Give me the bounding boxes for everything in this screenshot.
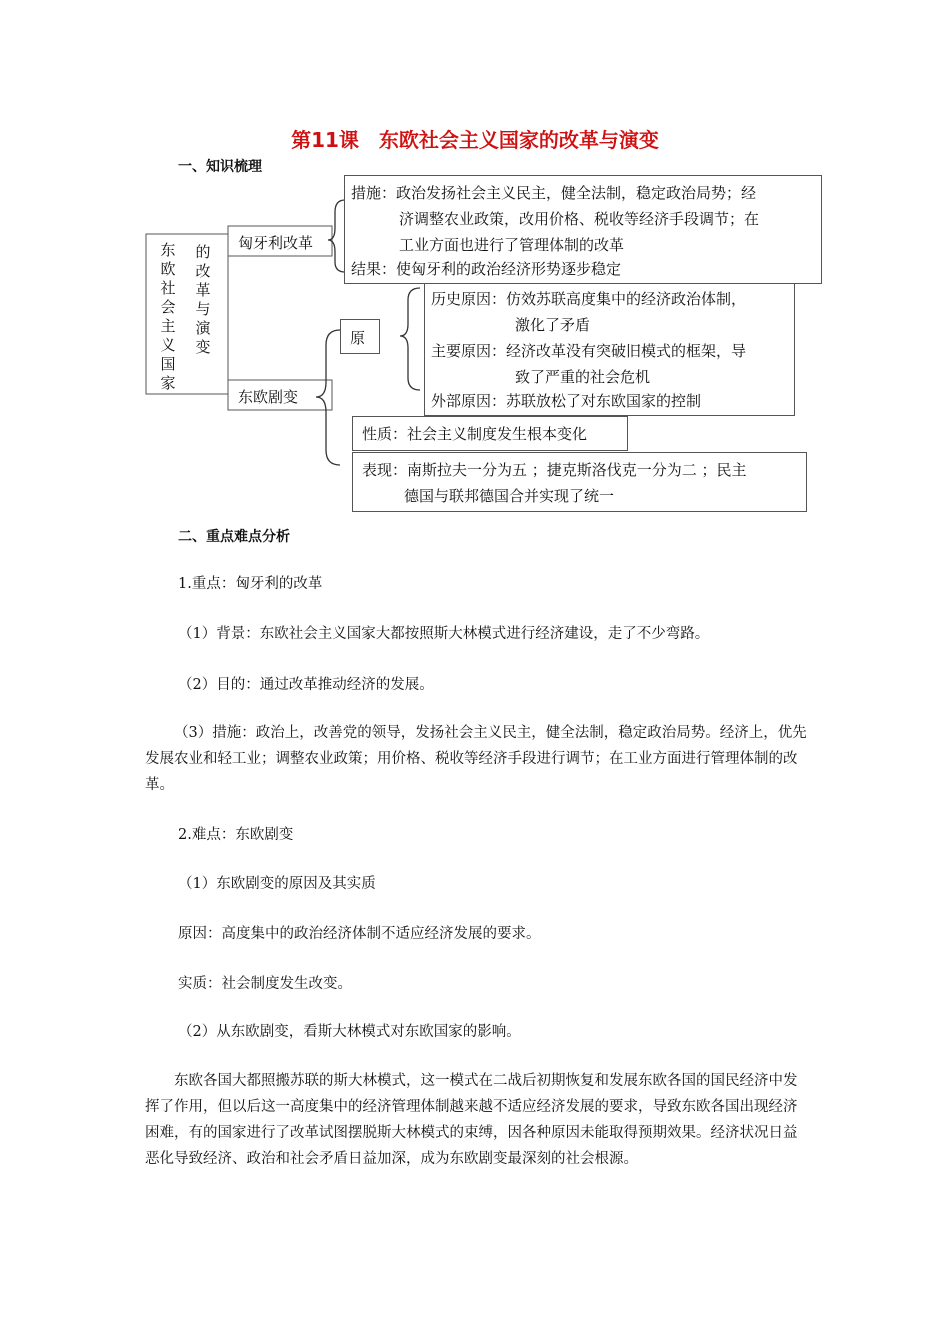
cause-detail-box (424, 283, 795, 416)
eastern-change-label: 东欧剧变 (238, 388, 299, 406)
question-1: （1）东欧剧变的原因及其实质 (178, 876, 376, 892)
reason-text: 原因：高度集中的政治经济体制不适应经济发展的要求。 (178, 926, 541, 942)
final-paragraph: 东欧各国大都照搬苏联的斯大林模式，这一模式在二战后初期恢复和发展东欧各国的国民经济中发挥了作用，但以后这一高度集中的经济管理体制越来越不适应经济发展的要求，导致东欧各国出现经济困难，有的国家进行了改革试图摆脱斯大林模式的束缚，因各种原因未能取得预期效果。经济状况日益恶化导致经济、政治和社会矛盾日益加深，成为东欧剧变最深刻的社会根源。 (145, 1073, 798, 1167)
hungary-measures-line1: 措施：政治发扬社会主义民主，健全法制，稳定政治局势；经 (351, 184, 757, 202)
section-knowledge-heading: 一、知识梳理 (178, 159, 262, 175)
cause-label-box (340, 319, 380, 354)
background-text: （1）背景：东欧社会主义国家大都按照斯大林模式进行经济建设，走了不少弯路。 (178, 626, 710, 642)
cause-label: 原 (350, 329, 366, 347)
section-analysis-heading: 二、重点难点分析 (178, 529, 290, 545)
page-title: 第11课 东欧社会主义国家的改革与演变 (291, 128, 659, 152)
hungary-measures-line3: 工业方面也进行了管理体制的改革 (399, 236, 625, 254)
cause-brace (400, 288, 420, 390)
hungary-result: 结果：使匈牙利的政治经济形势逐步稳定 (351, 260, 622, 278)
external-cause: 外部原因：苏联放松了对东欧国家的控制 (431, 392, 702, 410)
eastern-brace (316, 330, 340, 465)
root-col-1: 东欧社会主义国家 (160, 241, 176, 392)
historical-cause-line1: 历史原因：仿效苏联高度集中的经济政治体制， (431, 290, 747, 308)
essence-text: 实质：社会制度发生改变。 (178, 976, 352, 992)
manifestation-line2: 德国与联邦德国合并实现了统一 (404, 487, 615, 505)
key-point-1: 1.重点：匈牙利的改革 (178, 576, 323, 592)
main-cause-line2: 致了严重的社会危机 (515, 368, 651, 386)
measures-paragraph: （3）措施：政治上，改善党的领导，发扬社会主义民主，健全法制，稳定政治局势。经济上，优先发展农业和轻工业；调整农业政策；用价格、税收等经济手段进行调节；在工业方面进行管理体制的改革。 (145, 725, 807, 793)
manifestation-box (352, 452, 807, 512)
hungary-reform-label: 匈牙利改革 (238, 234, 314, 252)
question-2: （2）从东欧剧变，看斯大林模式对东欧国家的影响。 (178, 1024, 521, 1040)
nature-text: 性质：社会主义制度发生根本变化 (362, 425, 588, 443)
goal-text: （2）目的：通过改革推动经济的发展。 (178, 677, 434, 693)
key-point-2: 2.难点：东欧剧变 (178, 827, 294, 843)
historical-cause-line2: 激化了矛盾 (515, 316, 591, 334)
nature-box (352, 416, 628, 451)
hungary-detail-box (344, 175, 822, 284)
hungary-measures-line2: 济调整农业政策，改用价格、税收等经济手段调节；在 (399, 210, 760, 228)
hungary-brace (328, 200, 345, 272)
root-col-2: 的改革与演变 (195, 243, 211, 356)
main-cause-line1: 主要原因：经济改革没有突破旧模式的框架，导 (431, 342, 747, 360)
manifestation-line1: 表现：南斯拉夫一分为五 ；捷克斯洛伐克一分为二 ；民主 (362, 461, 747, 479)
